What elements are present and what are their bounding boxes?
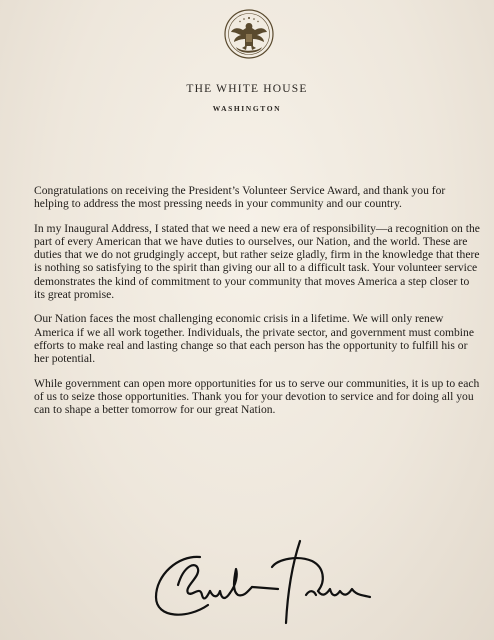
paragraph-closing: While government can open more opportunities for us to serve our communities, it is up to each of us to seize those opportunities. Thank you for your devotion to service and for doing all you can to shape a better tomorrow for our great Nation.: [34, 376, 480, 417]
letterhead-location: WASHINGTON: [212, 104, 282, 113]
presidential-seal-icon: [223, 8, 275, 68]
letterhead-title: THE WHITE HOUSE: [186, 83, 308, 95]
paragraph-congratulations: Congratulations on receiving the President’s Volunteer Service Award, and thank you for helping to address the most pressing needs in your community and our country.: [34, 184, 446, 211]
paragraph-economic-crisis: Our Nation faces the most challenging economic crisis in a lifetime. We will only renew America if we all work together. Individuals, the private sector, and government must combine efforts to make real and lasting change so that each person has the opportunity to fulfill his or her potential.: [34, 312, 474, 366]
letter-body: [34, 184, 482, 427]
signature-image: [148, 535, 380, 635]
paragraph-inaugural-address: In my Inaugural Address, I stated that we need a new era of responsibility—a recognition on the part of every American that we have duties to ourselves, our Nation, and the world. These are duties that we do not grudgingly accept, but rather seize gladly, firm in the knowledge that there is nothing so satisfying to the spirit than giving our all to a difficult task. Your volunteer service demonstrates the kind of commitment to your community that moves America a step closer to its great promise.: [34, 221, 480, 302]
